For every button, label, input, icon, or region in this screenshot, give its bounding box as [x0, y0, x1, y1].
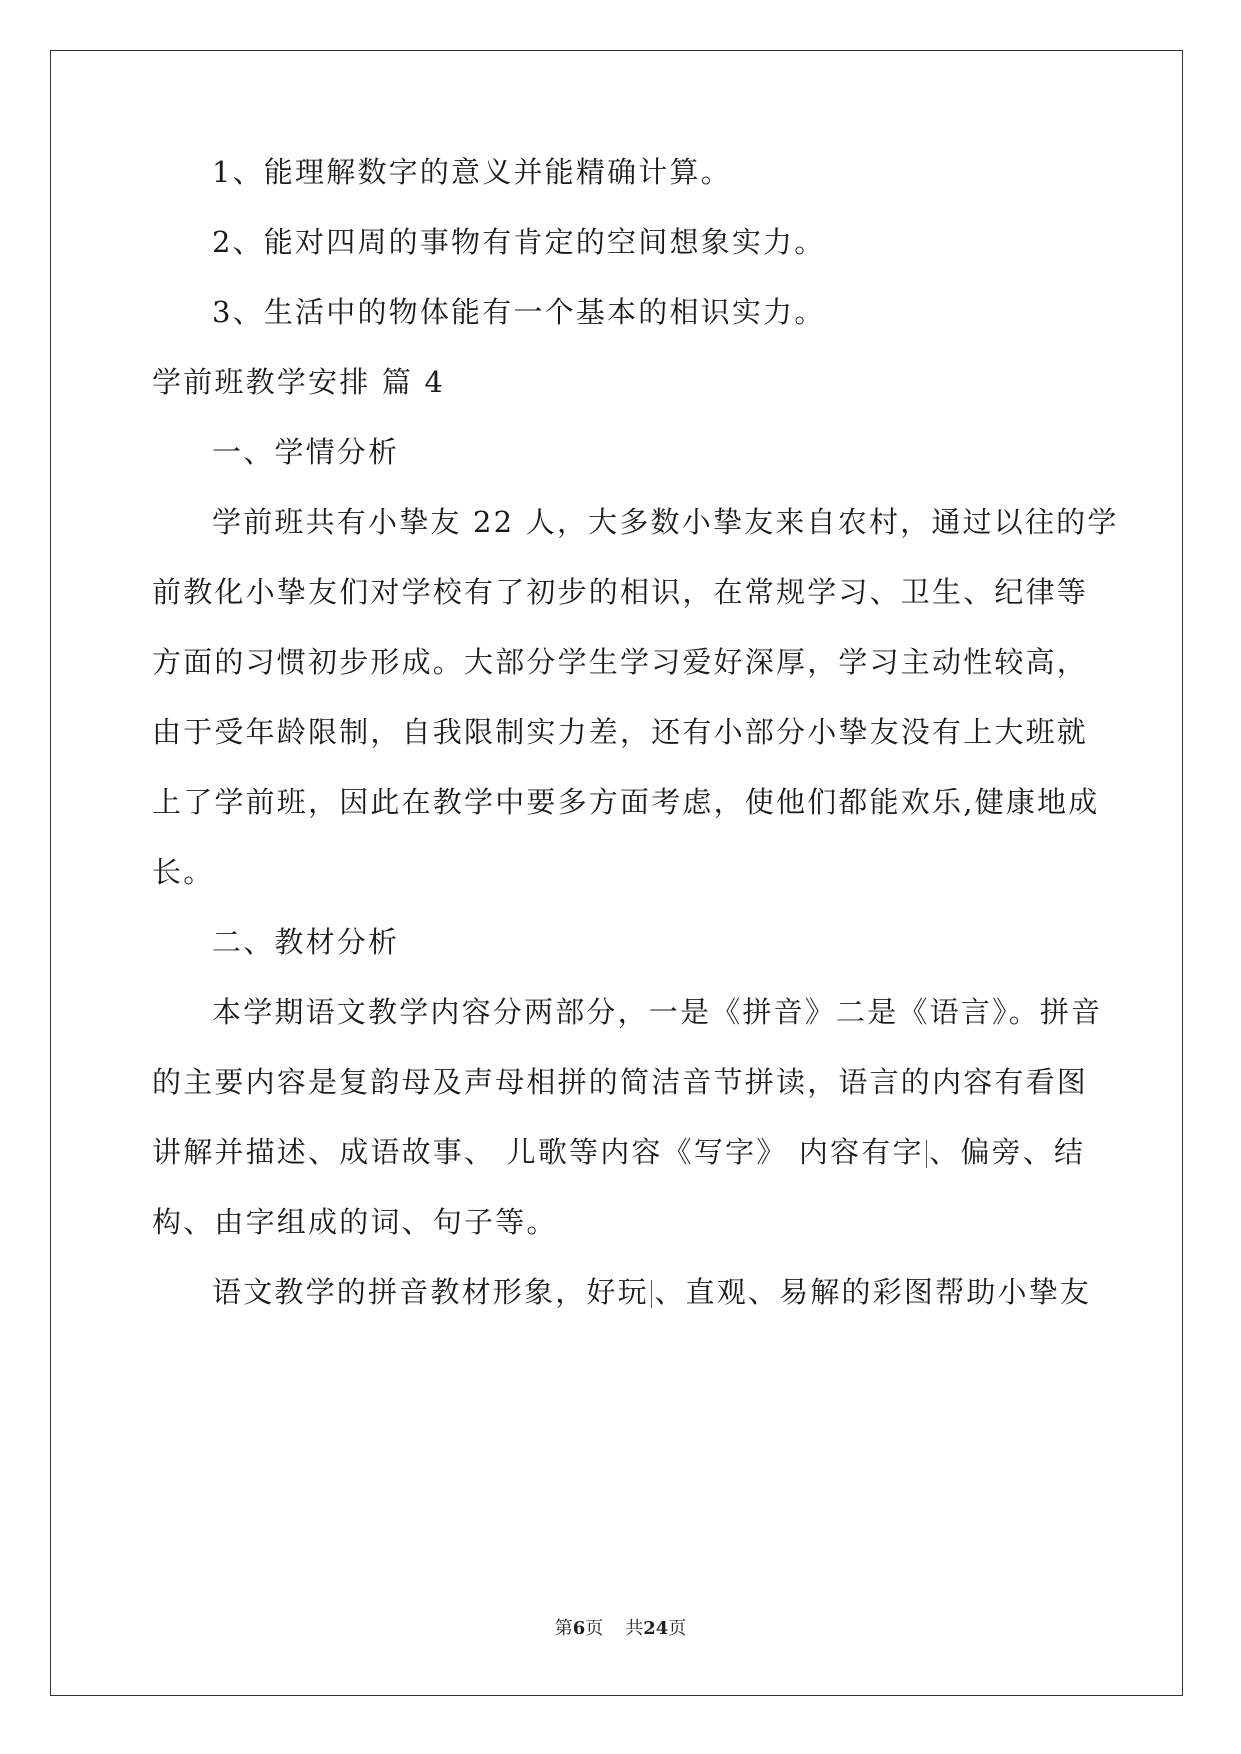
- footer-page-prefix: 第: [554, 1618, 573, 1639]
- paragraph-line: 由于受年龄限制，自我限制实力差，还有小部分小挚友没有上大班就: [152, 715, 1089, 749]
- paragraph-line: 学前班共有小挚友 22 人，大多数小挚友来自农村，通过以往的学: [212, 505, 1119, 539]
- page-footer: [0, 1617, 1241, 1641]
- section-title: 学前班教学安排 篇 4: [152, 365, 446, 399]
- list-item-1: 1、能理解数字的意义并能精确计算。: [212, 155, 732, 189]
- heading-textbook-analysis: 二、教材分析: [212, 925, 400, 959]
- paragraph-segment: 语文教学的拼音教材形象，好玩: [212, 1275, 649, 1309]
- list-item-2: 2、能对四周的事物有肯定的空间想象实力。: [212, 225, 826, 259]
- paragraph-line: 构、由字组成的词、句子等。: [152, 1205, 558, 1239]
- paragraph-segment: 讲解并描述、成语故事、 儿歌等内容《写字》 内容有字: [152, 1135, 924, 1169]
- footer-total-suffix: 页: [668, 1618, 687, 1639]
- footer-page-suffix: 页: [585, 1618, 604, 1639]
- paragraph-segment: 、偏旁、结: [929, 1135, 1086, 1169]
- heading-learning-analysis: 一、学情分析: [212, 435, 400, 469]
- footer-total-pages: 24: [643, 1618, 669, 1639]
- footer-page-number: 6: [572, 1618, 586, 1639]
- paragraph-line: [212, 1272, 1092, 1312]
- text-cursor: [926, 1140, 928, 1168]
- paragraph-line: 上了学前班，因此在教学中要多方面考虑，使他们都能欢乐,健康地成: [152, 785, 1100, 819]
- paragraph-line: [152, 1132, 1086, 1172]
- paragraph-line: 前教化小挚友们对学校有了初步的相识，在常规学习、卫生、纪律等: [152, 575, 1089, 609]
- list-item-3: 3、生活中的物体能有一个基本的相识实力。: [212, 295, 826, 329]
- paragraph-segment: 、直观、易解的彩图帮助小挚友: [654, 1275, 1092, 1309]
- footer-total-prefix: 共: [625, 1618, 644, 1639]
- paragraph-line: 的主要内容是复韵母及声母相拼的简洁音节拼读，语言的内容有看图: [152, 1065, 1089, 1099]
- paragraph-line: 长。: [152, 855, 215, 889]
- paragraph-line: 本学期语文教学内容分两部分，一是《拼音》二是《语言》。拼音: [212, 995, 1103, 1029]
- text-cursor: [651, 1280, 653, 1308]
- paragraph-line: 方面的习惯初步形成。大部分学生学习爱好深厚，学习主动性较高，: [152, 645, 1089, 679]
